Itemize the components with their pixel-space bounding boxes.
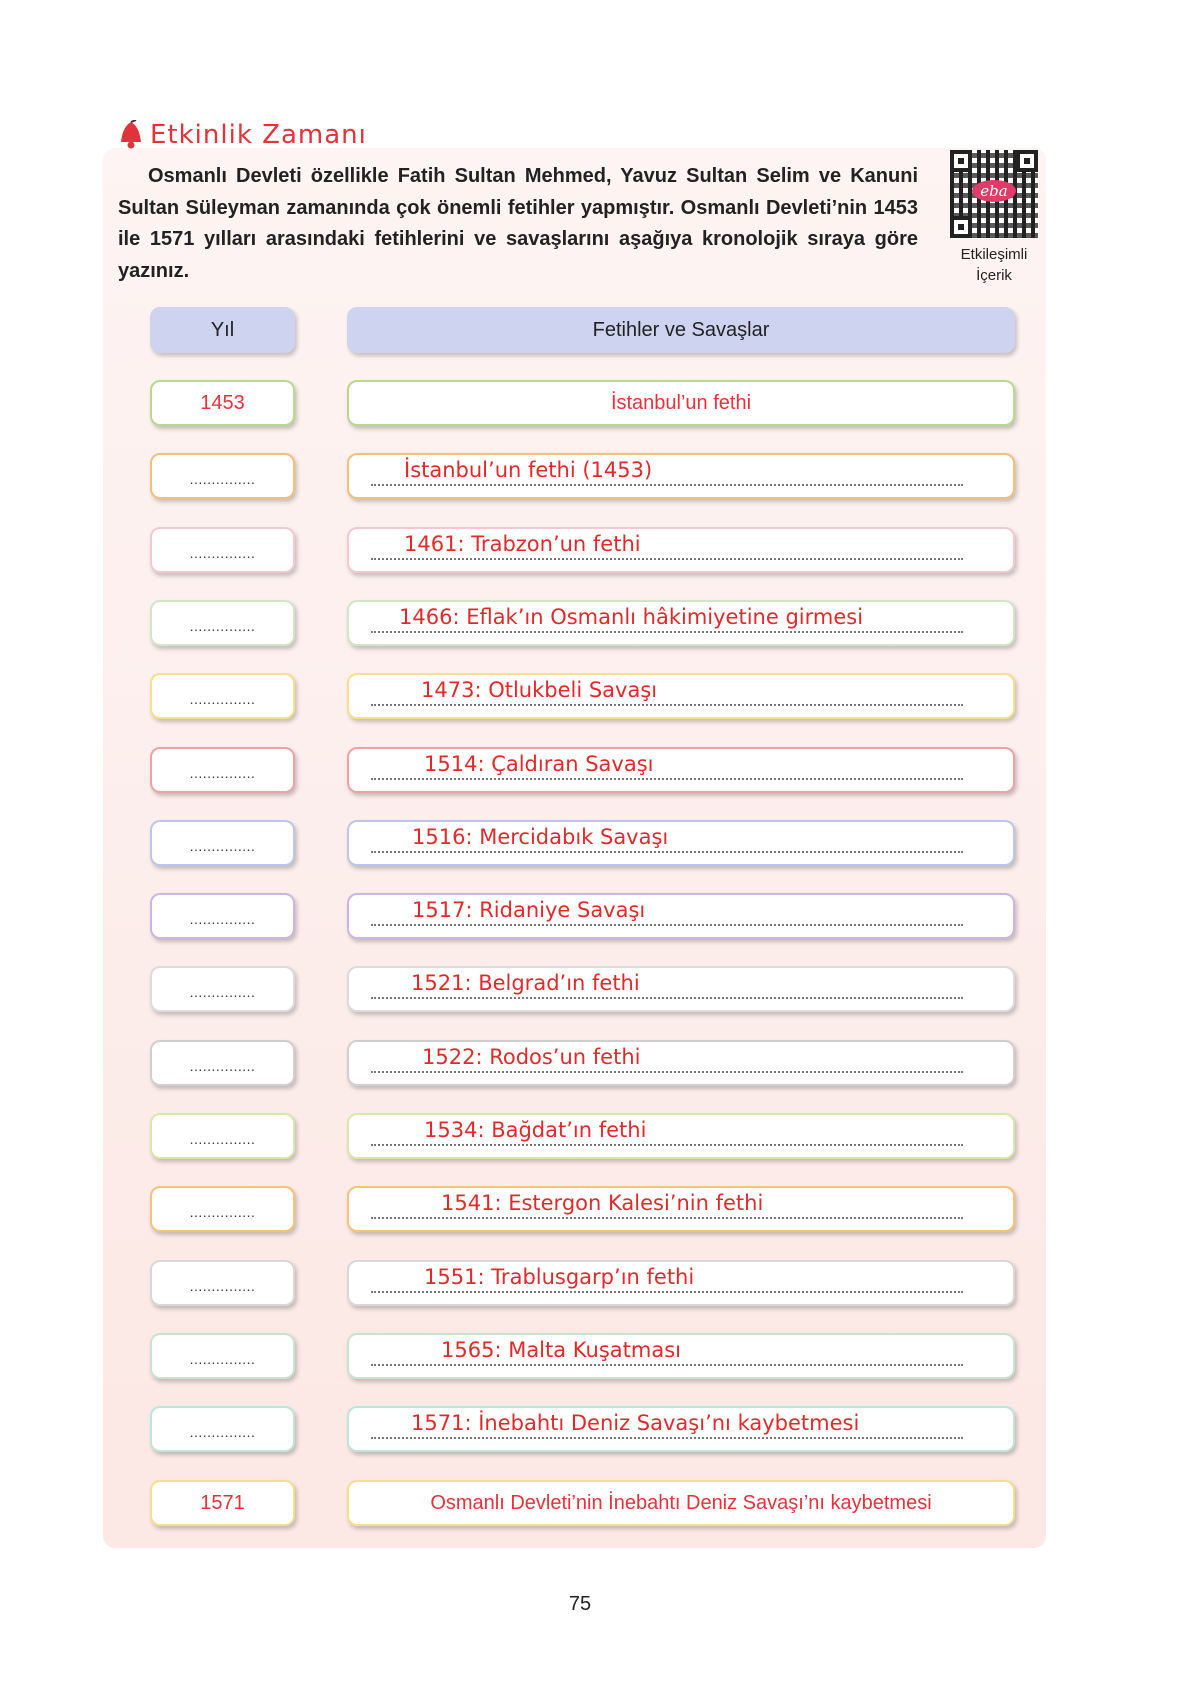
event-answer-field[interactable] <box>347 1260 1015 1306</box>
event-answer-field[interactable] <box>347 600 1015 646</box>
handwritten-answer: 1517: Ridaniye Savaşı <box>412 898 646 922</box>
year-blank: ............... <box>189 1278 256 1294</box>
year-answer-field[interactable] <box>150 673 295 719</box>
bell-icon <box>118 120 144 150</box>
event-value: Osmanlı Devleti’nin İnebahtı Deniz Savaşı’nı kaybetmesi <box>430 1491 932 1514</box>
event-answer-field[interactable] <box>347 1040 1015 1086</box>
handwritten-answer: 1551: Trablusgarp’ın fethi <box>424 1265 695 1289</box>
year-answer-field[interactable] <box>150 1333 295 1379</box>
year-blank: ............... <box>189 545 256 561</box>
handwritten-answer: İstanbul’un fethi (1453) <box>404 458 653 482</box>
year-blank: ............... <box>189 1424 256 1440</box>
dotted-answer-line <box>371 1069 963 1073</box>
year-blank: ............... <box>189 1351 256 1367</box>
year-blank: ............... <box>189 691 256 707</box>
event-value: İstanbul’un fethi <box>610 391 752 414</box>
event-answer-field[interactable] <box>347 453 1015 499</box>
qr-label: Etkileşimli İçerik <box>960 246 1028 284</box>
event-answer-field[interactable] <box>347 1186 1015 1232</box>
year-answer-field[interactable] <box>150 1113 295 1159</box>
year-blank: ............... <box>189 471 256 487</box>
activity-title: Etkinlik Zamanı <box>150 120 367 150</box>
event-answer-field[interactable] <box>347 1113 1015 1159</box>
dotted-answer-line <box>371 482 963 486</box>
interactive-content-link[interactable] <box>944 150 1044 286</box>
dotted-answer-line <box>371 556 963 560</box>
year-value: 1453 <box>200 391 245 414</box>
qr-code-icon[interactable] <box>950 150 1038 238</box>
handwritten-answer: 1571: İnebahtı Deniz Savaşı’nı kaybetmesi <box>411 1411 860 1435</box>
year-blank: ............... <box>189 911 256 927</box>
year-answer-field[interactable] <box>150 747 295 793</box>
event-cell-given[interactable] <box>347 1480 1015 1526</box>
dotted-answer-line <box>371 995 963 999</box>
eba-logo: eba <box>972 180 1016 202</box>
dotted-answer-line <box>371 1362 963 1366</box>
year-blank: ............... <box>189 1204 256 1220</box>
year-cell-given[interactable] <box>150 380 295 426</box>
handwritten-answer: 1473: Otlukbeli Savaşı <box>421 678 658 702</box>
year-answer-field[interactable] <box>150 453 295 499</box>
dotted-answer-line <box>371 629 963 633</box>
dotted-answer-line <box>371 1289 963 1293</box>
dotted-answer-line <box>371 1215 963 1219</box>
year-blank: ............... <box>189 618 256 634</box>
event-answer-field[interactable] <box>347 527 1015 573</box>
handwritten-answer: 1522: Rodos’un fethi <box>422 1045 641 1069</box>
dotted-answer-line <box>371 922 963 926</box>
dotted-answer-line <box>371 702 963 706</box>
handwritten-answer: 1521: Belgrad’ın fethi <box>411 971 640 995</box>
handwritten-answer: 1565: Malta Kuşatması <box>441 1338 681 1362</box>
event-answer-field[interactable] <box>347 747 1015 793</box>
events-column-header: Fetihler ve Savaşlar <box>347 307 1015 353</box>
event-answer-field[interactable] <box>347 966 1015 1012</box>
year-value: 1571 <box>200 1491 245 1514</box>
year-blank: ............... <box>189 838 256 854</box>
event-answer-field[interactable] <box>347 820 1015 866</box>
handwritten-answer: 1461: Trabzon’un fethi <box>404 532 641 556</box>
dotted-answer-line <box>371 1142 963 1146</box>
dotted-answer-line <box>371 1435 963 1439</box>
year-answer-field[interactable] <box>150 1186 295 1232</box>
year-answer-field[interactable] <box>150 1406 295 1452</box>
handwritten-answer: 1466: Eflak’ın Osmanlı hâkimiyetine girmesi <box>399 605 864 629</box>
page-number: 75 <box>568 1593 592 1615</box>
year-answer-field[interactable] <box>150 527 295 573</box>
year-column-header: Yıl <box>150 307 295 353</box>
year-blank: ............... <box>189 765 256 781</box>
event-answer-field[interactable] <box>347 673 1015 719</box>
handwritten-answer: 1534: Bağdat’ın fethi <box>424 1118 647 1142</box>
event-answer-field[interactable] <box>347 893 1015 939</box>
activity-header <box>118 120 367 150</box>
event-answer-field[interactable] <box>347 1406 1015 1452</box>
year-blank: ............... <box>189 984 256 1000</box>
year-answer-field[interactable] <box>150 820 295 866</box>
year-answer-field[interactable] <box>150 1260 295 1306</box>
handwritten-answer: 1514: Çaldıran Savaşı <box>424 752 654 776</box>
event-cell-given[interactable] <box>347 380 1015 426</box>
year-cell-given[interactable] <box>150 1480 295 1526</box>
handwritten-answer: 1516: Mercidabık Savaşı <box>412 825 669 849</box>
event-answer-field[interactable] <box>347 1333 1015 1379</box>
year-answer-field[interactable] <box>150 893 295 939</box>
dotted-answer-line <box>371 849 963 853</box>
year-blank: ............... <box>189 1131 256 1147</box>
dotted-answer-line <box>371 776 963 780</box>
handwritten-answer: 1541: Estergon Kalesi’nin fethi <box>441 1191 764 1215</box>
year-blank: ............... <box>189 1058 256 1074</box>
year-answer-field[interactable] <box>150 1040 295 1086</box>
year-answer-field[interactable] <box>150 600 295 646</box>
year-answer-field[interactable] <box>150 966 295 1012</box>
instructions-text: Osmanlı Devleti özellikle Fatih Sultan Mehmed, Yavuz Sultan Selim ve Kanuni Sultan Süleyman zamanında çok önemli fetihler yapmıştır. Osmanlı Devleti’nin 1453 ile 1571 yılları arasındaki fetihlerini ve savaşlarını aşağıya kronolojik sıraya göre yazınız. <box>118 165 918 282</box>
